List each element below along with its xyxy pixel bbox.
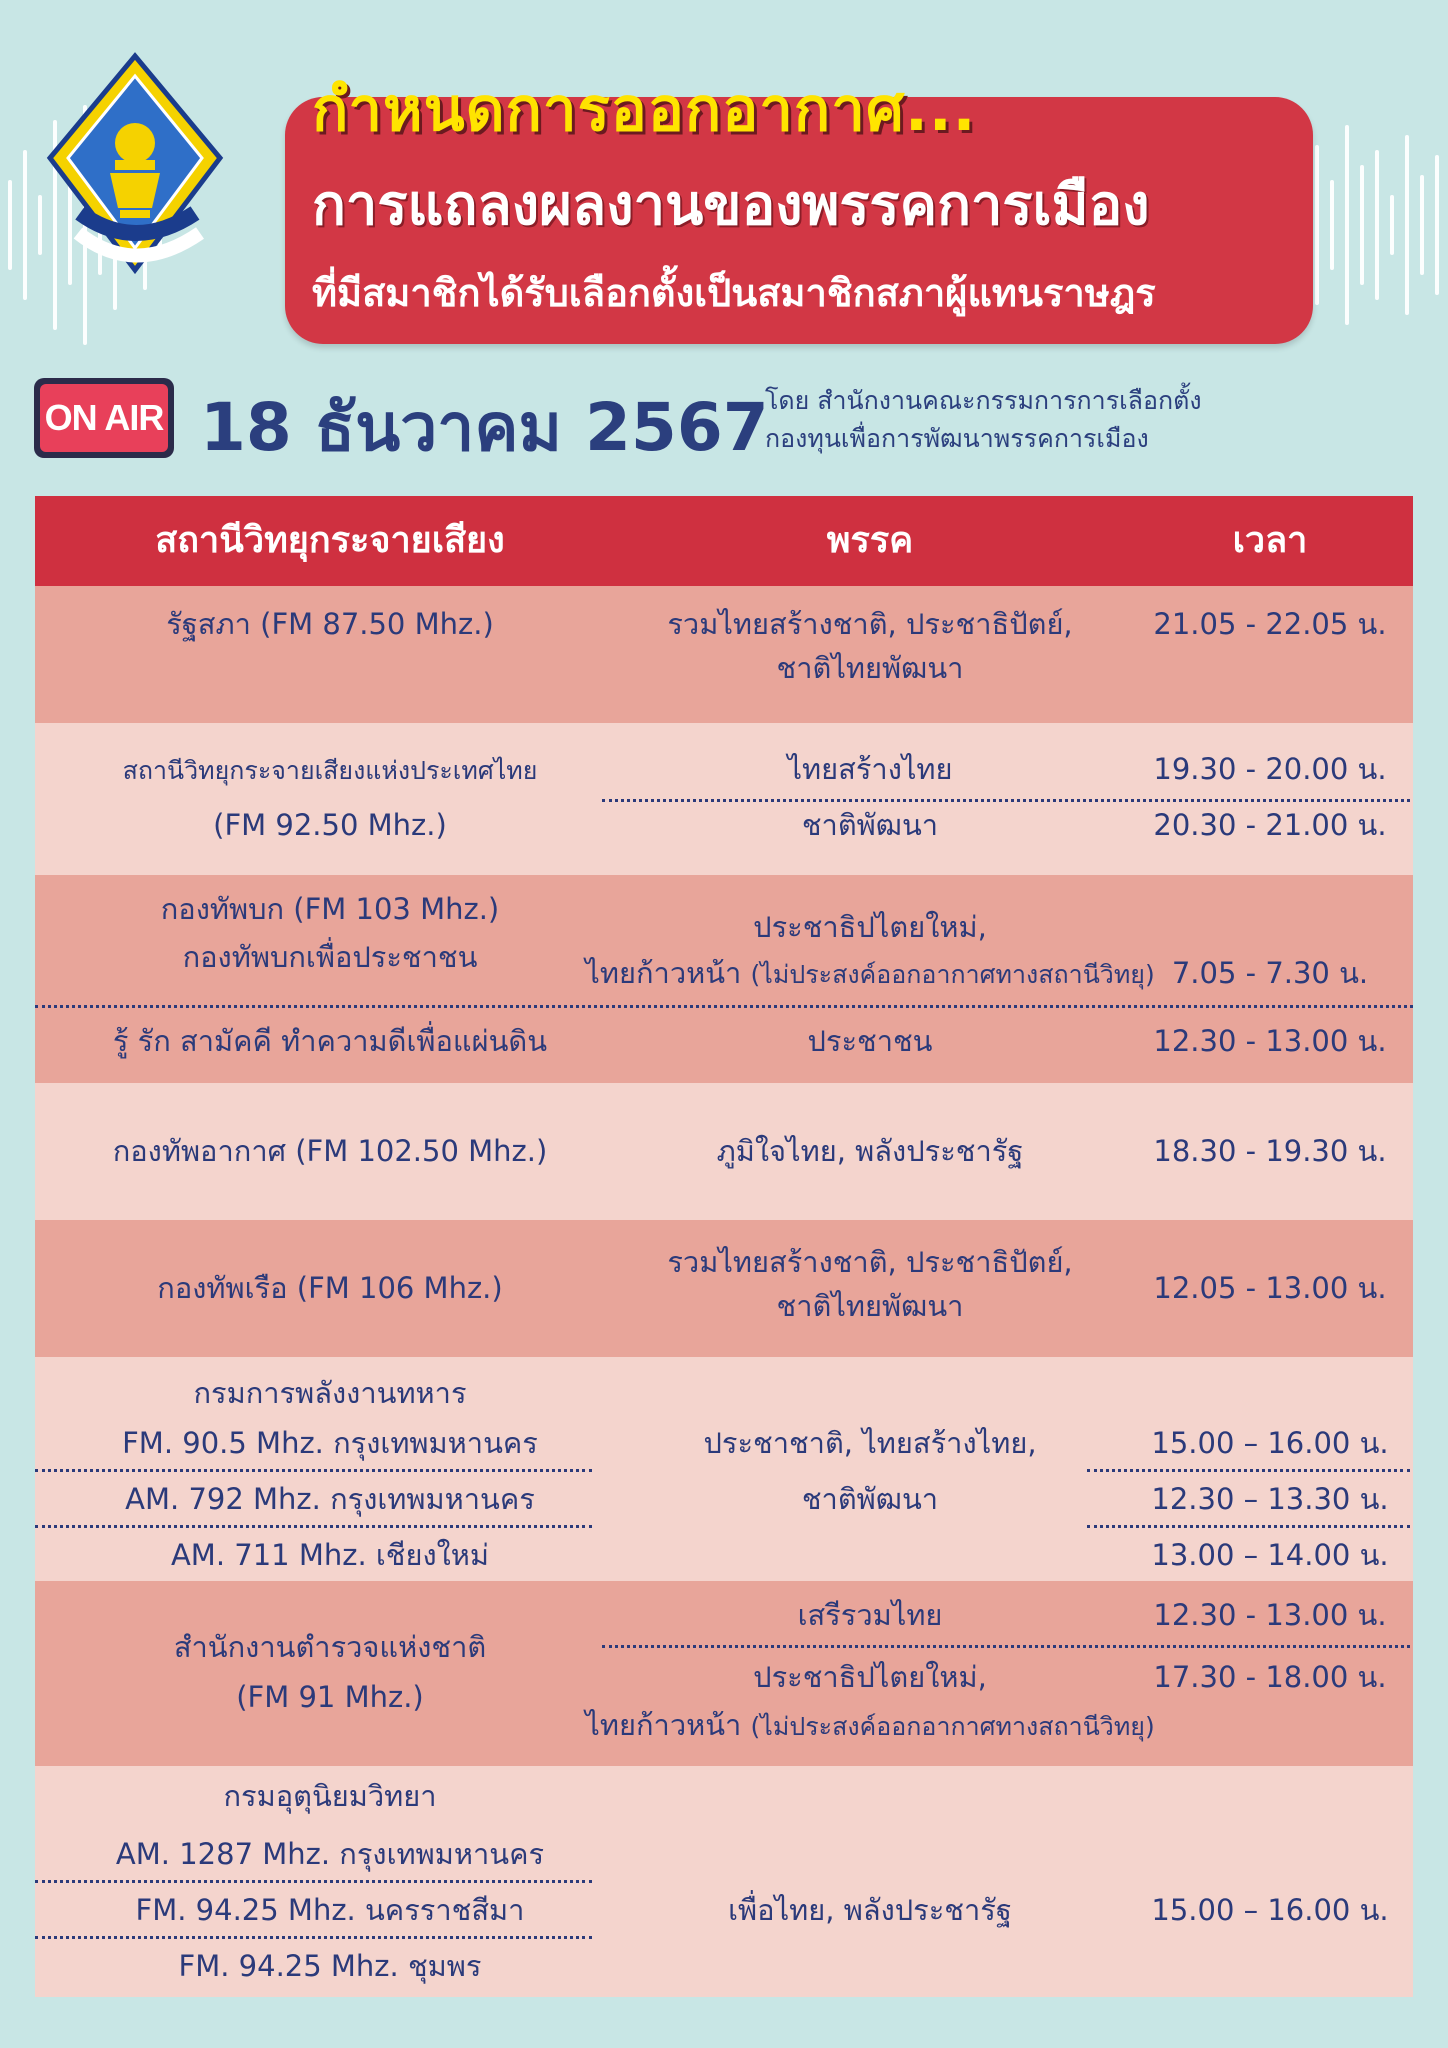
party-cell: ประชาชาติ, ไทยสร้างไทย, (703, 1426, 1037, 1460)
party-name: ไทยก้าวหน้า (585, 956, 742, 990)
party-cell: ชาติพัฒนา (801, 808, 939, 842)
party-cell (540, 1703, 1200, 1749)
station-cell: กองทัพบกเพื่อประชาชน (182, 940, 478, 974)
time-cell: 18.30 - 19.30 น. (1153, 1134, 1387, 1168)
party-cell: ชาติพัฒนา (801, 1482, 939, 1516)
dotted-divider (602, 799, 1410, 802)
schedule-table (35, 496, 1413, 1997)
time-cell: 15.00 – 16.00 น. (1151, 1426, 1389, 1460)
time-cell: 20.30 - 21.00 น. (1153, 808, 1387, 842)
dotted-divider (35, 1880, 592, 1883)
on-air-label: ON AIR (40, 384, 168, 452)
party-line: รวมไทยสร้างชาติ, ประชาธิปัตย์, (667, 607, 1073, 641)
station-cell: (FM 91 Mhz.) (236, 1680, 424, 1714)
dotted-divider (35, 1525, 592, 1528)
table-row (35, 875, 1413, 1083)
station-cell: FM. 90.5 Mhz. กรุงเทพมหานคร (122, 1426, 538, 1460)
dotted-divider (35, 1469, 592, 1472)
title-line-1: กำหนดการออกอากาศ... (312, 75, 977, 145)
header-station: สถานีวิทยุกระจายเสียง (155, 520, 505, 561)
dotted-divider (602, 1645, 1410, 1648)
header-party: พรรค (826, 520, 914, 561)
party-note: (ไม่ประสงค์ออกอากาศทางสถานีวิทยุ) (750, 1712, 1155, 1741)
party-note: (ไม่ประสงค์ออกอากาศทางสถานีวิทยุ) (750, 960, 1155, 989)
station-cell: FM. 94.25 Mhz. ชุมพร (178, 1949, 482, 1983)
time-cell: 15.00 – 16.00 น. (1151, 1893, 1389, 1927)
party-cell: ไทยสร้างไทย (787, 752, 953, 786)
station-cell: FM. 94.25 Mhz. นครราชสีมา (135, 1893, 525, 1927)
table-row (35, 1220, 1413, 1357)
dotted-divider (1087, 1525, 1410, 1528)
party-line: ชาติไทยพัฒนา (776, 1289, 964, 1323)
station-cell: AM. 711 Mhz. เชียงใหม่ (170, 1538, 490, 1572)
dotted-divider (35, 1005, 1413, 1008)
station-cell: รู้ รัก สามัคคี ทำความดีเพื่อแผ่นดิน (112, 1024, 548, 1058)
station-cell: รัฐสภา (FM 87.50 Mhz.) (166, 607, 494, 641)
ect-logo (30, 48, 240, 278)
station-cell: กองทัพบก (FM 103 Mhz.) (160, 892, 500, 926)
station-cell: กองทัพอากาศ (FM 102.50 Mhz.) (112, 1134, 548, 1168)
table-row (35, 1766, 1413, 1997)
station-cell: AM. 1287 Mhz. กรุงเทพมหานคร (115, 1837, 545, 1871)
header-time: เวลา (1232, 520, 1308, 561)
byline-line-1: โดย สำนักงานคณะกรรมการการเลือกตั้ง (765, 386, 1202, 415)
party-line: ชาติไทยพัฒนา (776, 651, 964, 685)
party-line: รวมไทยสร้างชาติ, ประชาธิปัตย์, (667, 1245, 1073, 1279)
station-cell: สถานีวิทยุกระจายเสียงแห่งประเทศไทย (122, 756, 538, 785)
table-header (35, 496, 1413, 586)
party-cell (540, 951, 1200, 997)
time-cell: 12.05 - 13.00 น. (1153, 1271, 1387, 1305)
on-air-badge (34, 378, 174, 458)
party-cell: ประชาธิปไตยใหม่, (753, 1660, 987, 1694)
party-cell: ประชาชน (807, 1024, 933, 1058)
party-cell: ประชาธิปไตยใหม่, (753, 910, 987, 944)
party-cell: เพื่อไทย, พลังประชารัฐ (728, 1893, 1012, 1927)
title-line-3: ที่มีสมาชิกได้รับเลือกตั้งเป็นสมาชิกสภาผู้แทนราษฎร (312, 271, 1156, 315)
table-row (35, 1357, 1413, 1581)
time-cell: 12.30 – 13.30 น. (1151, 1482, 1389, 1516)
dotted-divider (35, 1936, 592, 1939)
byline (765, 382, 1202, 458)
table-row (35, 586, 1413, 723)
party-cell: ภูมิใจไทย, พลังประชารัฐ (716, 1134, 1024, 1168)
party-cell: เสรีรวมไทย (797, 1598, 943, 1632)
party-cell (540, 602, 1200, 690)
time-cell: 12.30 - 13.00 น. (1153, 1024, 1387, 1058)
time-cell: 13.00 – 14.00 น. (1151, 1538, 1389, 1572)
table-row (35, 723, 1413, 875)
broadcast-date: 18 ธันวาคม 2567 (200, 389, 769, 466)
station-cell: กองทัพเรือ (FM 106 Mhz.) (157, 1271, 503, 1305)
station-cell: กรมการพลังงานทหาร (193, 1376, 467, 1410)
party-cell (540, 1240, 1200, 1328)
station-cell: AM. 792 Mhz. กรุงเทพมหานคร (125, 1482, 535, 1516)
time-cell: 7.05 - 7.30 น. (1171, 956, 1369, 990)
time-cell: 19.30 - 20.00 น. (1153, 752, 1387, 786)
sound-wave-decoration-right (1300, 95, 1439, 355)
time-cell: 21.05 - 22.05 น. (1153, 607, 1387, 641)
time-cell: 17.30 - 18.00 น. (1153, 1660, 1387, 1694)
table-row (35, 1083, 1413, 1220)
table-row (35, 1581, 1413, 1766)
byline-line-2: กองทุนเพื่อการพัฒนาพรรคการเมือง (765, 424, 1149, 453)
station-cell: สำนักงานตำรวจแห่งชาติ (173, 1630, 487, 1664)
dotted-divider (1087, 1469, 1410, 1472)
title-line-2: การแถลงผลงานของพรรคการเมือง (312, 173, 1150, 238)
party-name: ไทยก้าวหน้า (585, 1708, 742, 1742)
station-cell: (FM 92.50 Mhz.) (213, 808, 447, 842)
time-cell: 12.30 - 13.00 น. (1153, 1598, 1387, 1632)
station-cell: กรมอุตุนิยมวิทยา (223, 1779, 437, 1813)
